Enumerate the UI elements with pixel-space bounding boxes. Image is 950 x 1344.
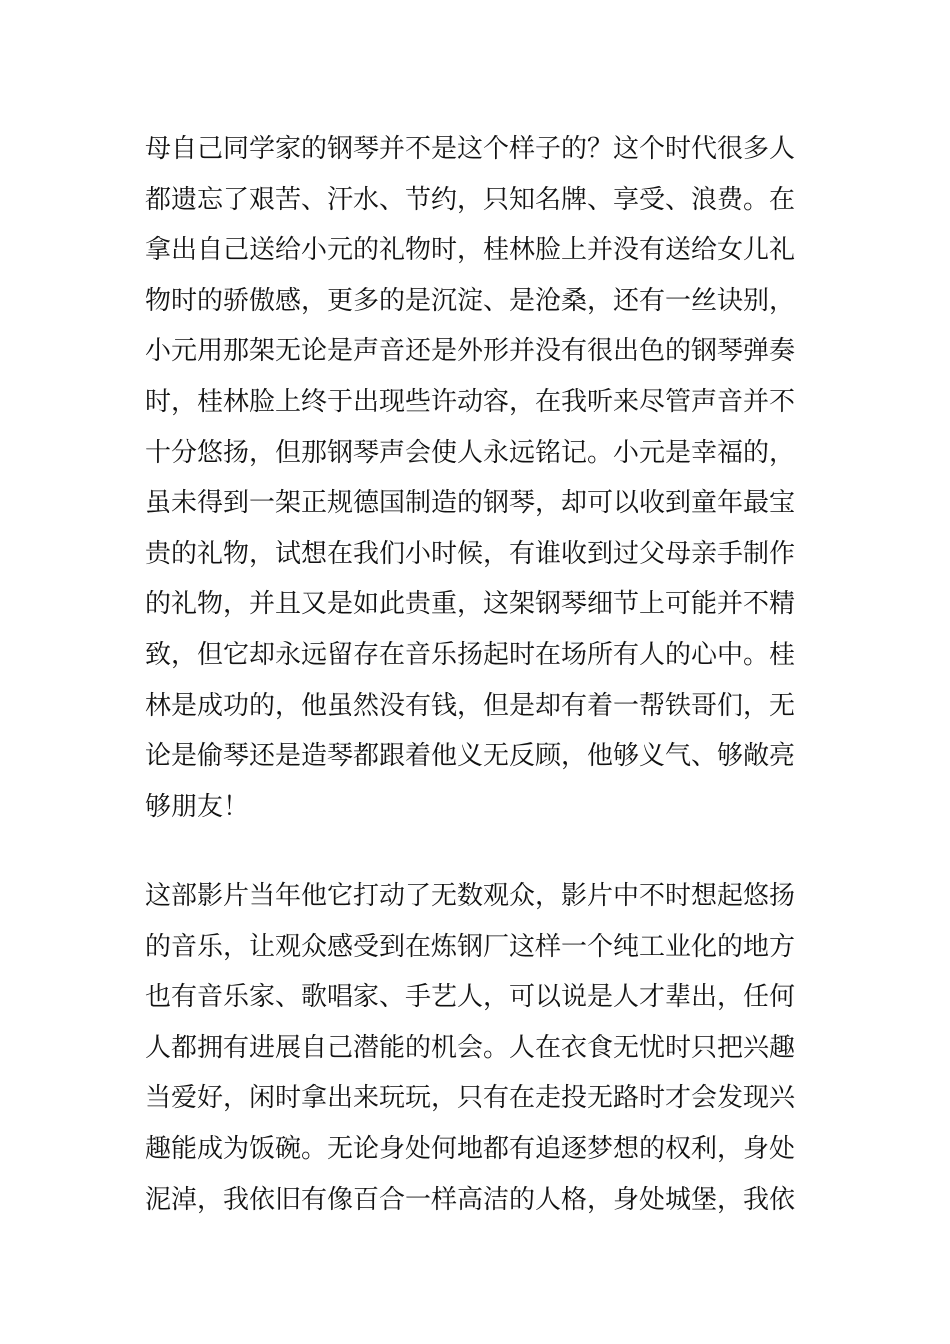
text-line: 泥淖，我依旧有像百合一样高洁的人格，身处城堡，我依 bbox=[145, 1184, 796, 1215]
text-line: 拿出自己送给小元的礼物时，桂林脸上并没有送给女儿礼 bbox=[145, 235, 796, 266]
text-line: 这部影片当年他它打动了无数观众，影片中不时想起悠扬 bbox=[145, 881, 796, 911]
paragraph-1 bbox=[145, 124, 815, 832]
text-line: 都遗忘了艰苦、汗水、节约，只知名牌、享受、浪费。在 bbox=[145, 184, 796, 215]
text-line: 的礼物，并且又是如此贵重，这架钢琴细节上可能并不精 bbox=[145, 589, 796, 620]
text-line: 母自己同学家的钢琴并不是这个样子的？这个时代很多人 bbox=[145, 134, 796, 164]
text-line: 趣能成为饭碗。无论身处何地都有追逐梦想的权利，身处 bbox=[145, 1133, 796, 1164]
text-line: 人都拥有进展自己潜能的机会。人在衣食无忧时只把兴趣 bbox=[145, 1032, 796, 1063]
text-line: 当爱好，闲时拿出来玩玩，只有在走投无路时才会发现兴 bbox=[145, 1083, 796, 1114]
text-line: 时，桂林脸上终于出现些许动容，在我听来尽管声音并不 bbox=[145, 386, 796, 417]
text-line: 论是偷琴还是造琴都跟着他义无反顾，他够义气、够敞亮 bbox=[145, 741, 796, 772]
text-line: 也有音乐家、歌唱家、手艺人，可以说是人才辈出，任何 bbox=[145, 982, 796, 1013]
text-line: 小元用那架无论是声音还是外形并没有很出色的钢琴弹奏 bbox=[145, 336, 796, 367]
text-line: 够朋友！ bbox=[145, 791, 250, 822]
text-line: 林是成功的，他虽然没有钱，但是却有着一帮铁哥们，无 bbox=[145, 690, 796, 721]
paragraph-2 bbox=[145, 871, 815, 1225]
text-line: 物时的骄傲感，更多的是沉淀、是沧桑，还有一丝诀别， bbox=[145, 285, 796, 316]
text-line: 贵的礼物，试想在我们小时候，有谁收到过父母亲手制作 bbox=[145, 538, 796, 569]
text-line: 虽未得到一架正规德国制造的钢琴，却可以收到童年最宝 bbox=[145, 488, 796, 519]
text-line: 的音乐，让观众感受到在炼钢厂这样一个纯工业化的地方 bbox=[145, 931, 796, 962]
text-line: 致，但它却永远留存在音乐扬起时在场所有人的心中。桂 bbox=[145, 639, 796, 670]
text-line: 十分悠扬，但那钢琴声会使人永远铭记。小元是幸福的， bbox=[145, 437, 796, 468]
